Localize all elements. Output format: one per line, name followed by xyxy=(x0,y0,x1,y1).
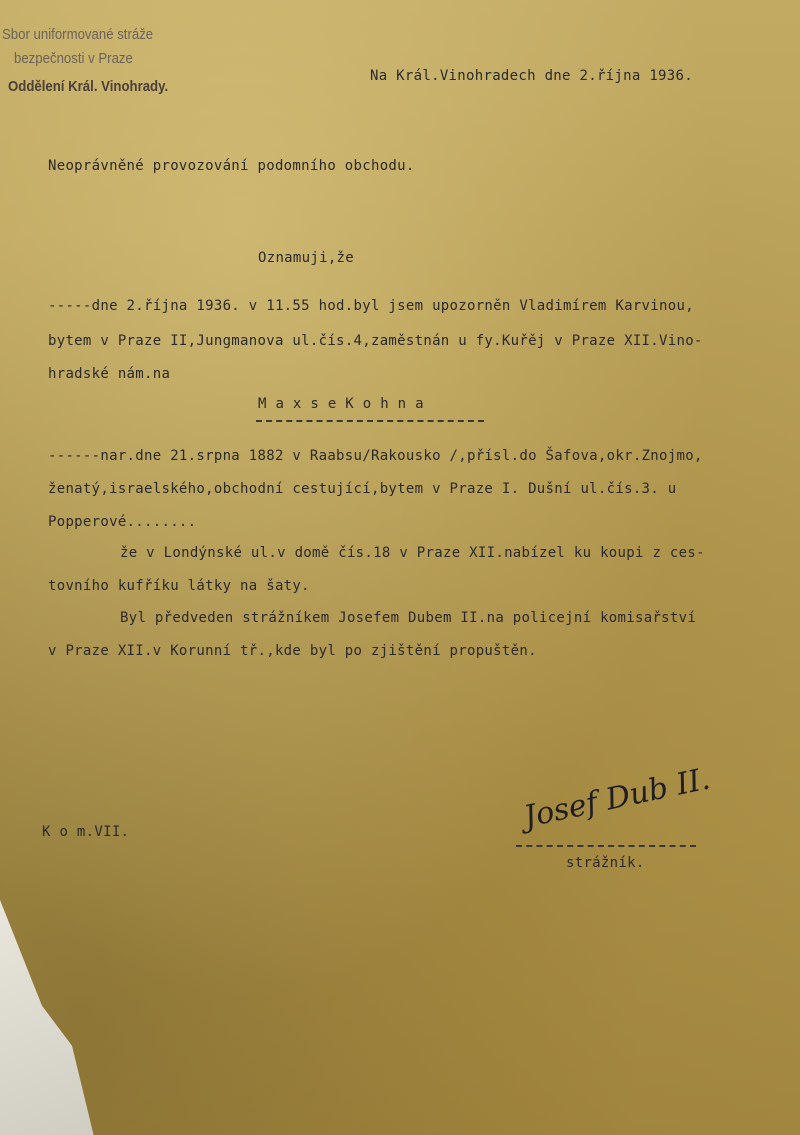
stamp-line-2: bezpečnosti v Praze xyxy=(14,50,133,67)
stamp-line-1: Sbor uniformované stráže xyxy=(2,26,154,43)
body-line: ženatý,israelského,obchodní cestující,bytem v Praze I. Dušní ul.čís.3. u xyxy=(48,481,677,497)
person-name: M a x s e K o h n a xyxy=(258,396,424,412)
body-line: v Praze XII.v Korunní tř.,kde byl po zjištění propuštěn. xyxy=(48,643,537,659)
department-code: K o m.VII. xyxy=(42,824,130,840)
torn-corner xyxy=(0,900,120,1135)
signature-line xyxy=(516,845,696,847)
body-line: Byl předveden strážníkem Josefem Dubem II.na policejní komisařství xyxy=(120,610,697,626)
body-line: bytem v Praze II,Jungmanova ul.čís.4,zaměstnán u fy.Kuřěj v Praze XII.Vino- xyxy=(48,333,703,349)
body-line: že v Londýnské ul.v domě čís.18 v Praze XII.nabízel ku koupi z ces- xyxy=(120,545,705,561)
heading: Oznamuji,že xyxy=(258,250,355,266)
body-line: ------nar.dne 21.srpna 1882 v Raabsu/Rakousko /,přísl.do Šafova,okr.Znojmo, xyxy=(48,448,703,464)
name-underline xyxy=(256,420,484,422)
place-date: Na Král.Vinohradech dne 2.října 1936. xyxy=(370,68,693,84)
body-line: -----dne 2.října 1936. v 11.55 hod.byl jsem upozorněn Vladimírem Karvinou, xyxy=(48,298,694,314)
stamp-line-3: Oddělení Král. Vinohrady. xyxy=(8,78,169,95)
subject-line: Neoprávněné provozování podomního obchodu. xyxy=(48,158,415,174)
signer-role: strážník. xyxy=(566,855,645,871)
body-line: Popperové........ xyxy=(48,514,197,530)
body-line: hradské nám.na xyxy=(48,366,171,382)
body-line: tovního kufříku látky na šaty. xyxy=(48,578,310,594)
handwritten-signature: Josef Dub II. xyxy=(520,761,714,835)
